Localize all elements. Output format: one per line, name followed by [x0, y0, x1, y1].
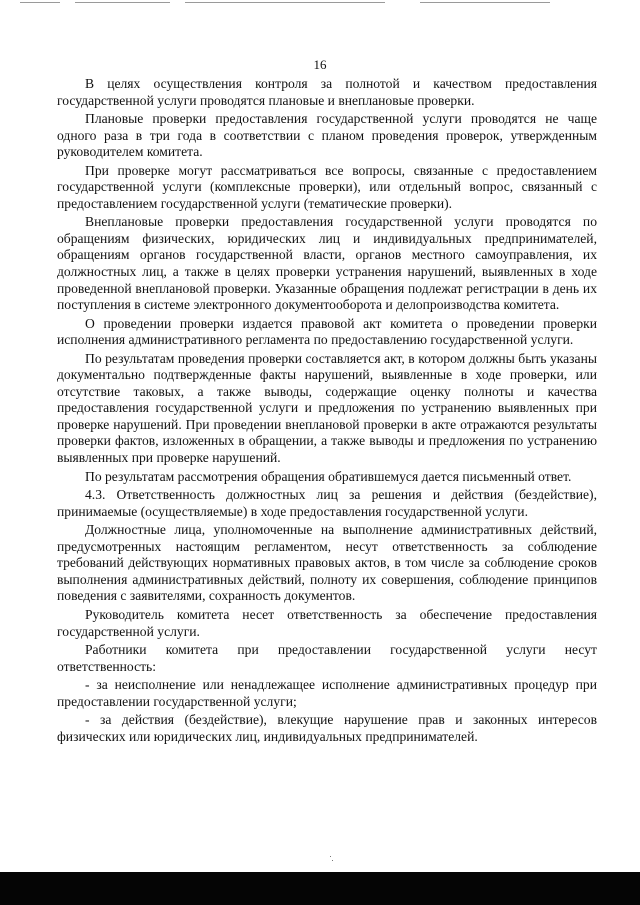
paragraph: По результатам рассмотрения обращения обратившемуся дается письменный ответ. — [85, 468, 572, 484]
list-item: - за действия (бездействие), влекущие нарушение прав и законных интересов физических или юридических лиц, индивидуальных предпринимателей. — [57, 712, 597, 744]
section-heading-4-3: 4.3. Ответственность должностных лиц за решения и действия (бездействие), принимаемые (осуществляемые) в ходе предоставления государственной услуги. — [57, 487, 597, 519]
scan-artifact-top — [0, 0, 640, 6]
paragraph: По результатам проведения проверки составляется акт, в котором должны быть указаны документально подтвержденные факты нарушений, выявленные в ходе проверки, или отсутствие таковых, а также выводы, содержащие оценку полноты и качества предоставления государственной услуги и предложения по устранению выявленных при проверке нарушений. При проведении внеплановой проверки в акте отражаются результаты проверки фактов, изложенных в обращении, а также выводы и предложения по устранению выявленных при проверке нарушений. — [57, 350, 597, 466]
scan-speck — [330, 856, 331, 857]
paragraph: Внеплановые проверки предоставления государственной услуги проводятся по обращениям физических, юридических лиц и индивидуальных предпринимателей, обращениям органов государственной власти, органов местного самоуправления, их должностных лиц, а также в целях проверки устранения нарушений, выявленных в ходе проведенной внеплановой проверки. Указанные обращения подлежат регистрации в день их поступления в системе электронного документооборота и делопроизводства комитета. — [57, 214, 597, 313]
paragraph: Руководитель комитета несет ответственность за обеспечение предоставления государственной услуги. — [57, 606, 597, 639]
paragraph: Работники комитета при предоставлении государственной услуги несут ответственность: — [57, 642, 597, 674]
paragraph: Плановые проверки предоставления государственной услуги проводятся не чаще одного раза в три года в соответствии с планом проведения проверок, утвержденным руководителем комитета. — [57, 111, 597, 160]
list-item: - за неисполнение или ненадлежащее исполнение административных процедур при предоставлении государственной услуги; — [57, 677, 597, 709]
document-body — [57, 76, 597, 747]
page-number: 16 — [313, 57, 327, 72]
paragraph: При проверке могут рассматриваться все вопросы, связанные с предоставлением государственной услуги (комплексные проверки), или отдельный вопрос, связанный с предоставлением государственной услуги (тематические проверки). — [57, 162, 597, 211]
paragraph: О проведении проверки издается правовой акт комитета о проведении проверки исполнения административного регламента по предоставлению государственной услуги. — [57, 315, 597, 348]
scan-speck — [332, 860, 333, 861]
paragraph: Должностные лица, уполномоченные на выполнение административных действий, предусмотренных настоящим регламентом, несут ответственность за соблюдение требований действующих нормативных правовых актов, в том числе за соблюдение сроков выполнения административных действий, полноту их совершения, соблюдение принципов поведения с заявителями, сохранность документов. — [57, 522, 597, 604]
scan-artifact-bottom — [0, 872, 640, 905]
paragraph: В целях осуществления контроля за полнотой и качеством предоставления государственной услуги проводятся плановые и внеплановые проверки. — [57, 76, 597, 108]
